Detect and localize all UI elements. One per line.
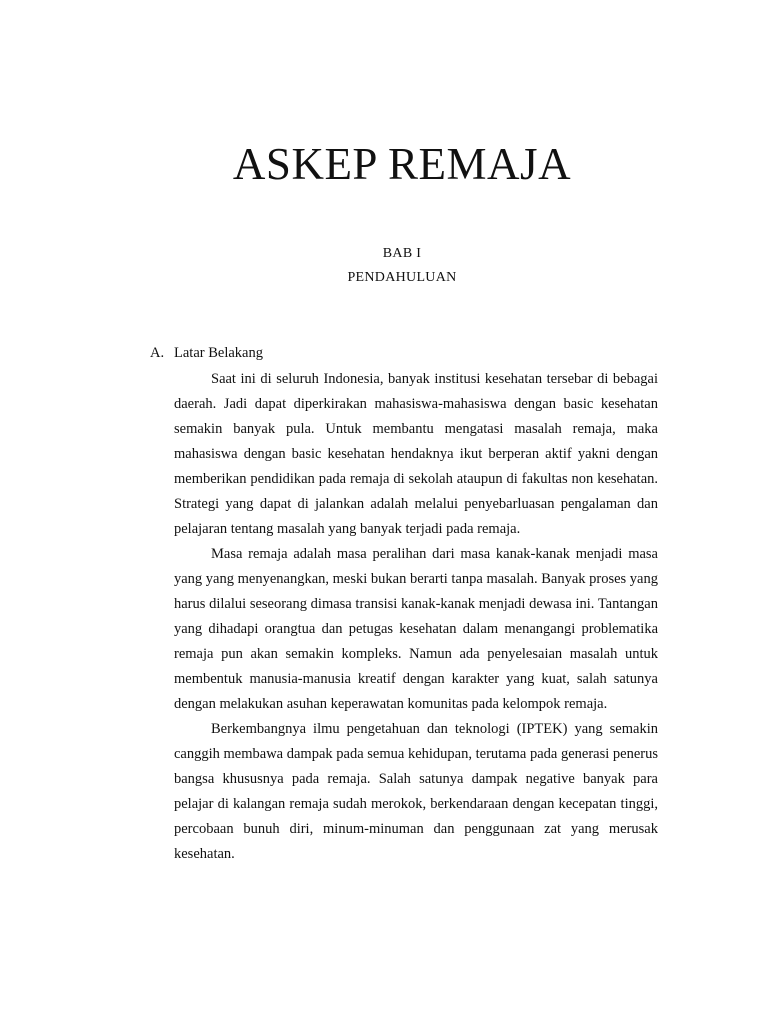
chapter-number: BAB I: [382, 246, 422, 261]
section-heading-text: Latar Belakang: [174, 345, 263, 361]
chapter-title: PENDAHULUAN: [347, 270, 457, 285]
document-title: ASKEP REMAJA: [232, 139, 572, 189]
section-body: [174, 367, 658, 867]
section-heading: [150, 342, 263, 364]
section-letter: A.: [150, 345, 165, 361]
paragraph-3: Berkembangnya ilmu pengetahuan dan teknologi (IPTEK) yang semakin canggih membawa dampak pada semua kehidupan, terutama pada generasi penerus bangsa khususnya pada remaja. Salah satunya dampak negative banyak para pelajar di kalangan remaja sudah merokok, berkendaraan dengan kecepatan tinggi, percobaan bunuh diri, minum-minuman dan penggunaan zat yang merusak kesehatan.: [174, 721, 658, 862]
paragraph-1: Saat ini di seluruh Indonesia, banyak institusi kesehatan tersebar di bebagai daerah. Jadi dapat diperkirakan mahasiswa-mahasiswa dengan basic kesehatan semakin banyak pula. Untuk membantu mengatasi masalah remaja, maka mahasiswa dengan basic kesehatan hendaknya ikut berperan aktif yakni dengan memberikan pendidikan pada remaja di sekolah ataupun di fakultas non kesehatan. Strategi yang dapat di jalankan adalah melalui penyebarluasan pengalaman dan pelajaran tentang masalah yang banyak terjadi pada remaja.: [174, 371, 658, 537]
paragraph-2: Masa remaja adalah masa peralihan dari masa kanak-kanak menjadi masa yang yang menyenangkan, meski bukan berarti tanpa masalah. Banyak proses yang harus dilalui seseorang dimasa transisi kanak-kanak menjadi dewasa ini. Tantangan yang dihadapi orangtua dan petugas kesehatan dalam menangangi problematika remaja pun akan semakin kompleks. Namun ada penyelesaian masalah untuk membentuk manusia-manusia kreatif dengan karakter yang kuat, salah satunya dengan melakukan asuhan keperawatan komunitas pada kelompok remaja.: [174, 546, 658, 712]
